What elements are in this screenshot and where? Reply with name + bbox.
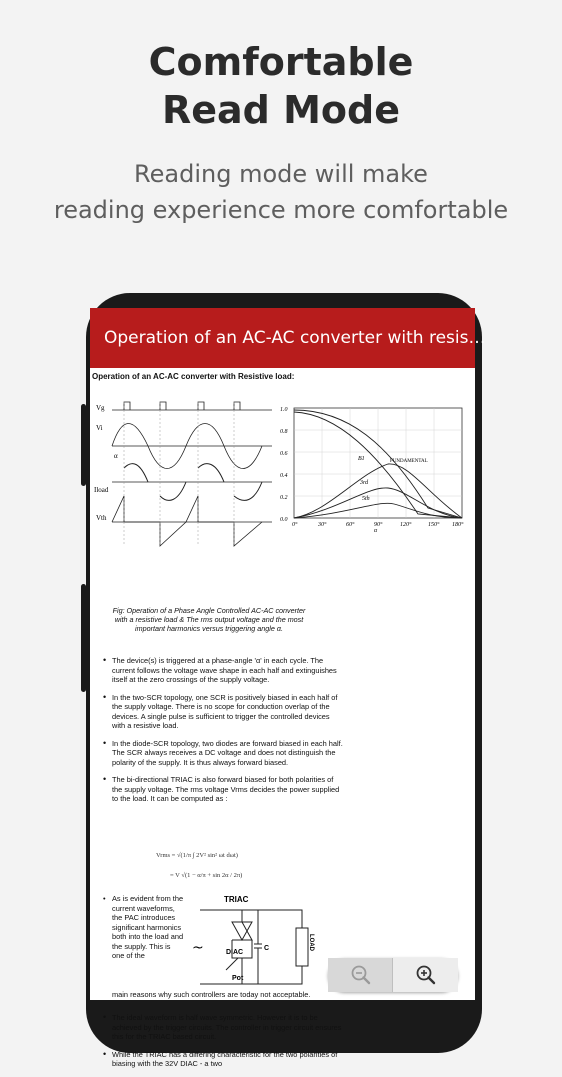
capacitor-label: C (264, 945, 270, 952)
label-vi: Vi (96, 424, 103, 432)
label-third: 3rd (360, 480, 369, 486)
list-item: • The bi-directional TRIAC is also forward biased for both polarities of the supply voltage. The rms voltage Vrms decides the power supplied to the load. It can be computed as : (112, 775, 344, 804)
zoom-out-icon (350, 964, 372, 986)
y-tick-2: 0.8 (280, 429, 288, 435)
promo-subheadline (0, 156, 562, 228)
triac-bullet-continued: main reasons why such controllers are today not acceptable. (112, 990, 311, 999)
label-alpha: α (114, 452, 118, 460)
promo-headline (0, 38, 562, 134)
phone-screen (90, 308, 486, 1068)
ac-source-label: ~ (192, 940, 204, 956)
zoom-in-icon (415, 964, 437, 986)
app-bar-title: Operation of an AC-AC converter with resis… (90, 308, 475, 368)
list-item: • In the two-SCR topology, one SCR is positively biased in each half of the supply voltage. There is no scope for conduction overlap of the devices. A single pulse is sufficient to trigger the controlled devices with a resistive load. (112, 693, 344, 731)
label-vth: Vth (96, 514, 107, 522)
bullet-list (90, 656, 344, 812)
document-heading: Operation of an AC-AC converter with Resistive load: (92, 372, 295, 381)
triac-circuit-diagram (192, 888, 318, 990)
x-tick-3: 60° (346, 522, 355, 528)
rms-formula (156, 848, 276, 892)
x-tick-5: 120° (400, 522, 412, 528)
x-tick-1: 0° (292, 522, 298, 528)
list-item: • The device(s) is triggered at a phase-angle 'α' in each cycle. The current follows the voltage wave shape in each half and extinguishes itself at the zero crossings of the supply voltage. (112, 656, 344, 685)
x-tick-7: 180° (452, 522, 464, 528)
bullet-list-lower (90, 1013, 344, 1077)
harmonics-graph (278, 404, 470, 532)
subheadline-line-2: reading experience more comfortable (53, 196, 509, 224)
y-tick-6: 0.0 (280, 517, 288, 523)
subheadline-line-1: Reading mode will make (134, 160, 428, 188)
y-tick-4: 0.4 (280, 473, 288, 479)
zoom-in-button[interactable] (392, 958, 458, 992)
label-fifth: 5th (362, 496, 370, 502)
list-item: • The ideal waveform is half wave symmetric. However it is to be achieved by the trigger circuits. The controller in trigger circuit ensures this for the TRIAC based circuit. (112, 1013, 344, 1042)
caption-line-2: with a resistive load & The rms output voltage and the most (114, 615, 304, 624)
list-item: • While the TRIAC has a differing characteristic for the two polarities of biasing with the 32V DIAC - a two (112, 1050, 344, 1069)
load-label: LOAD (308, 934, 314, 951)
label-fundamental: FUNDAMENTAL (390, 459, 428, 464)
y-tick-3: 0.6 (280, 451, 288, 457)
phone-side-button-left-bottom (81, 584, 86, 692)
phone-side-button-left-top (81, 404, 86, 486)
y-tick-1: 1.0 (280, 407, 288, 413)
waveform-figure (94, 400, 280, 550)
x-tick-2: 30° (318, 522, 327, 528)
phone-side-button-right (477, 447, 482, 575)
diac-label: DIAC (226, 949, 244, 956)
x-axis-label: α (374, 528, 378, 534)
label-vg: Vg (96, 404, 105, 412)
formula-line-1: Vrms = √(1/π ∫ 2V² sin² ωt dωt) (156, 852, 238, 859)
caption-line-1: Fig: Operation of a Phase Angle Controlled AC-AC converter (112, 606, 306, 615)
triac-bullet-text: • As is evident from the current waveforms, the PAC introduces significant harmonics both into the load and the supply. This is one of the (103, 894, 184, 960)
triac-label: TRIAC (224, 895, 249, 904)
formula-line-2: = V √(1 − α/π + sin 2α / 2π) (170, 872, 243, 879)
list-item: • In the diode-SCR topology, two diodes are forward biased in each half. The SCR always receives a DC voltage and does not distinguish the polarity of the supply. It is thus always forward biased. (112, 739, 344, 768)
headline-line-2: Read Mode (161, 88, 400, 132)
figure-caption (94, 606, 324, 633)
zoom-control (328, 958, 458, 992)
caption-line-3: important harmonics versus triggering angle α. (135, 624, 283, 633)
headline-line-1: Comfortable (148, 40, 414, 84)
pot-label: Pot (232, 975, 244, 982)
x-tick-4: 90° (374, 522, 383, 528)
zoom-out-button[interactable] (328, 958, 393, 992)
x-tick-6: 150° (428, 522, 440, 528)
triac-bullet: As is evident from the current waveforms, the PAC introduces significant harmonics both into the load and the supply. This is one of the (112, 894, 184, 960)
label-iload: Iload (94, 486, 109, 494)
y-tick-5: 0.2 (280, 495, 288, 501)
label-b1: B1 (358, 456, 365, 462)
